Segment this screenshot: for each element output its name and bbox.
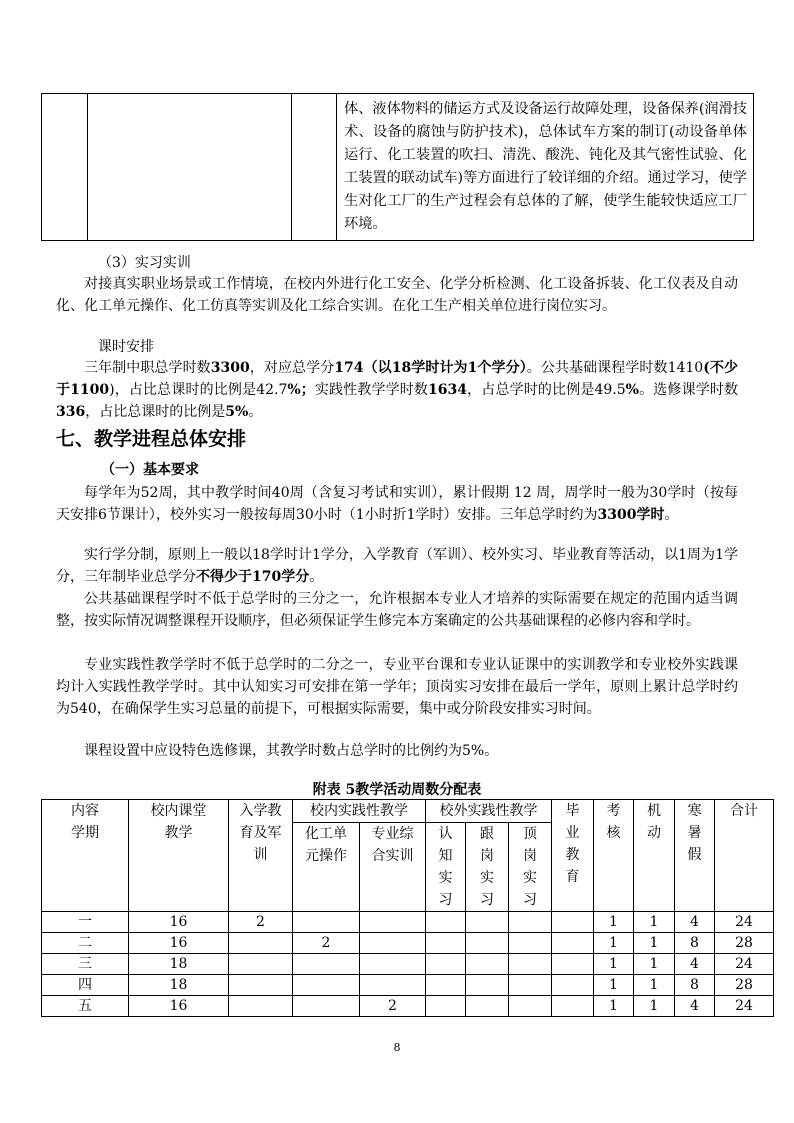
header-label: 考核 (606, 803, 621, 841)
table-cell-top (509, 954, 552, 975)
table-cell-class: 16 (129, 996, 229, 1017)
table-cell-holiday: 4 (675, 912, 715, 933)
table-cell-holiday: 4 (675, 996, 715, 1017)
table-row (42, 933, 774, 954)
text-span: 。选修课学时数 (638, 382, 739, 398)
header-entry (229, 800, 293, 912)
table-cell-exam: 1 (594, 975, 634, 996)
table-cell-follow (466, 954, 509, 975)
table-cell-term: 四 (42, 975, 129, 996)
table-cell-grad (552, 975, 594, 996)
header-inner-practice: 校内实践性教学 (293, 800, 426, 823)
header-label: 校内课堂教学 (150, 803, 207, 841)
subsection-title: （一）基本要求 (101, 462, 199, 478)
table-cell-holiday: 8 (675, 975, 715, 996)
header-cognition (426, 823, 466, 912)
table-cell-entry (229, 933, 293, 954)
header-follow (466, 823, 509, 912)
hours-body (56, 357, 738, 423)
table-cell-unit (293, 912, 360, 933)
table-caption: 附表 5教学活动周数分配表 (312, 782, 482, 798)
header-exam (594, 800, 634, 912)
table-cell-holiday: 4 (675, 954, 715, 975)
table-cell-cog (426, 912, 466, 933)
elective-hours: 336 (56, 404, 86, 420)
header-comprehensive (360, 823, 426, 912)
table-row (42, 912, 774, 933)
header-label: 入学教育及军训 (239, 803, 282, 863)
table-row (42, 954, 774, 975)
header-top (509, 823, 552, 912)
table-cell-comp (360, 975, 426, 996)
table-cell-flex: 1 (634, 912, 675, 933)
table-cell-term: 二 (42, 933, 129, 954)
table-cell-grad (552, 996, 594, 1017)
table-cell-comp (360, 912, 426, 933)
table-cell (42, 94, 88, 241)
header-class (129, 800, 229, 912)
text-span: 实行学分制，原则上一般以18学时计1学分，入学教育（军训）、校外实习、毕业教育等活动，以1周为1学分，三年制毕业总学分 (56, 547, 738, 585)
header-label: 机动 (647, 803, 661, 841)
total-hours: 3300 (210, 360, 250, 376)
table-cell-exam: 1 (594, 933, 634, 954)
header-label: 寒暑假 (687, 803, 702, 863)
requirement-paragraph-2 (56, 544, 738, 588)
text-span: 。 (309, 569, 324, 585)
header-label: 内容 (71, 803, 99, 819)
pct: %； (287, 382, 315, 398)
table-cell-entry (229, 975, 293, 996)
header-holiday (675, 800, 715, 912)
table-cell-holiday: 8 (675, 933, 715, 954)
table-cell-grad (552, 912, 594, 933)
text-span: 。 (664, 507, 679, 523)
header-content-term (42, 800, 129, 912)
table-cell-follow (466, 996, 509, 1017)
table-cell-comp: 2 (360, 996, 426, 1017)
table-cell-unit (293, 954, 360, 975)
table-cell-follow (466, 933, 509, 954)
text-span: 。 (248, 404, 263, 420)
header-label: 认知实习 (438, 826, 453, 908)
table-cell-class: 18 (129, 954, 229, 975)
table-cell-class: 16 (129, 933, 229, 954)
page-number: 8 (393, 1041, 401, 1054)
pct: 5% (225, 404, 249, 420)
practice-body: 对接真实职业场景或工作情境，在校内外进行化工安全、化学分析检测、化工设备拆装、化工仪表及自动化、化工单元操作、化工仿真等实训及化工综合实训。在化工生产相关单位进行岗位实习。 (56, 276, 738, 314)
requirement-paragraph-5: 课程设置中应设特色选修课，其教学时数占总学时的比例约为5%。 (84, 743, 499, 759)
text-span: )，占比总课时的比例是42.7 (109, 382, 288, 398)
table-cell-entry (229, 954, 293, 975)
header-label: 学期 (71, 825, 99, 841)
header-total: 合计 (715, 800, 774, 912)
table-cell-grad (552, 954, 594, 975)
table-cell-class: 18 (129, 975, 229, 996)
table-cell-cog (426, 954, 466, 975)
table-cell-term: 一 (42, 912, 129, 933)
table-cell-flex: 1 (634, 996, 675, 1017)
table-cell-total: 28 (715, 933, 774, 954)
bold-text: 3300学时 (597, 507, 665, 523)
table-cell-top (509, 975, 552, 996)
requirement-paragraph-3: 公共基础课程学时不低于总学时的三分之一，允许根据本专业人才培养的实际需要在规定的范围内适当调整，按实际情况调整课程开设顺序，但必须保证学生修完本方案确定的公共基础课程的必修内容和学时。 (56, 591, 738, 629)
table-cell-unit: 2 (293, 933, 360, 954)
table-row (42, 975, 774, 996)
table-cell-grad (552, 933, 594, 954)
header-label: 毕业教育 (565, 803, 580, 885)
table-cell-top (509, 933, 552, 954)
text-span: 三年制中职总学时数 (84, 360, 211, 376)
practice-hours: 1634 (428, 382, 468, 398)
header-flex (634, 800, 675, 912)
text-span: 。公共基础课程学时数1410 (526, 360, 704, 376)
min-hours: (不少于1100 (56, 360, 739, 398)
table-cell-top (509, 996, 552, 1017)
text-span: ，对应总学分 (249, 360, 335, 376)
table-cell-term: 三 (42, 954, 129, 975)
header-graduation (552, 800, 594, 912)
table-cell-unit (293, 975, 360, 996)
table-cell-top (509, 912, 552, 933)
text-span: 每学年为52周，其中教学时间40周（含复习考试和实训），累计假期 12 周，周学时一般为30学时（按每天安排6节课计），校外实习一般按每周30小时（1小时折1学时）安排。三年总学时约为 (56, 485, 738, 523)
table-cell-cog (426, 975, 466, 996)
table-cell-flex: 1 (634, 954, 675, 975)
header-label: 校外实践性教学 (439, 803, 538, 819)
course-table-continuation (41, 93, 754, 241)
bold-text: 不得少于170学分 (196, 569, 310, 585)
table-cell-total: 28 (715, 975, 774, 996)
table-cell-term: 五 (42, 996, 129, 1017)
table-cell-exam: 1 (594, 912, 634, 933)
table-cell (88, 94, 292, 241)
hours-heading: 课时安排 (98, 339, 154, 355)
weeks-allocation-table (41, 799, 774, 1017)
text-span: 实践性教学学时数 (314, 382, 429, 398)
practice-heading: （3）实习实训 (98, 255, 191, 271)
header-label: 化工单元操作 (305, 826, 347, 864)
table-cell (292, 94, 337, 241)
header-label: 专业综合实训 (371, 826, 414, 864)
table-cell-exam: 1 (594, 996, 634, 1017)
table-cell-total: 24 (715, 996, 774, 1017)
table-cell-entry (229, 996, 293, 1017)
course-description: 体、液体物料的储运方式及设备运行故障处理，设备保养(润滑技术、设备的腐蚀与防护技术)，总体试车方案的制订(动设备单体运行、化工装置的吹扫、清洗、酸洗、钝化及其气密性试验、化工装置的联动试车)等方面进行了较详细的介绍。通过学习，使学生对化工厂的生产过程会有总体的了解，使学生能较快适应工厂环境。 (337, 94, 754, 241)
table-cell-comp (360, 933, 426, 954)
requirement-paragraph-4: 专业实践性教学学时不低于总学时的二分之一，专业平台课和专业认证课中的实训教学和专业校外实践课均计入实践性教学学时。其中认知实习可安排在第一学年；顶岗实习安排在最后一学年，原则上累计总学时约为540，在确保学生实习总量的前提下，可根据实际需要，集中或分阶段安排实习时间。 (56, 657, 738, 717)
pct: % (625, 382, 639, 398)
table-cell-total: 24 (715, 912, 774, 933)
header-outer-practice (426, 800, 552, 823)
header-label: 跟岗实习 (480, 826, 494, 908)
table-cell-entry: 2 (229, 912, 293, 933)
table-cell-flex: 1 (634, 975, 675, 996)
table-row (42, 996, 774, 1017)
header-unit-operation (293, 823, 360, 912)
table-cell-flex: 1 (634, 933, 675, 954)
table-cell-unit (293, 996, 360, 1017)
table-cell-total: 24 (715, 954, 774, 975)
table-cell-exam: 1 (594, 954, 634, 975)
requirement-paragraph-1 (56, 482, 738, 526)
table-cell-follow (466, 912, 509, 933)
table-cell-class: 16 (129, 912, 229, 933)
table-cell-follow (466, 975, 509, 996)
header-label: 顶岗实习 (523, 826, 537, 908)
text-span: ，占总学时的比例是49.5 (467, 382, 626, 398)
table-cell-cog (426, 933, 466, 954)
table-cell-cog (426, 996, 466, 1017)
table-cell-comp (360, 954, 426, 975)
total-credits: 174（以18学时计为1个学分） (334, 360, 527, 376)
section-title: 七、教学进程总体安排 (56, 428, 247, 450)
text-span: ，占比总课时的比例是 (85, 404, 226, 420)
